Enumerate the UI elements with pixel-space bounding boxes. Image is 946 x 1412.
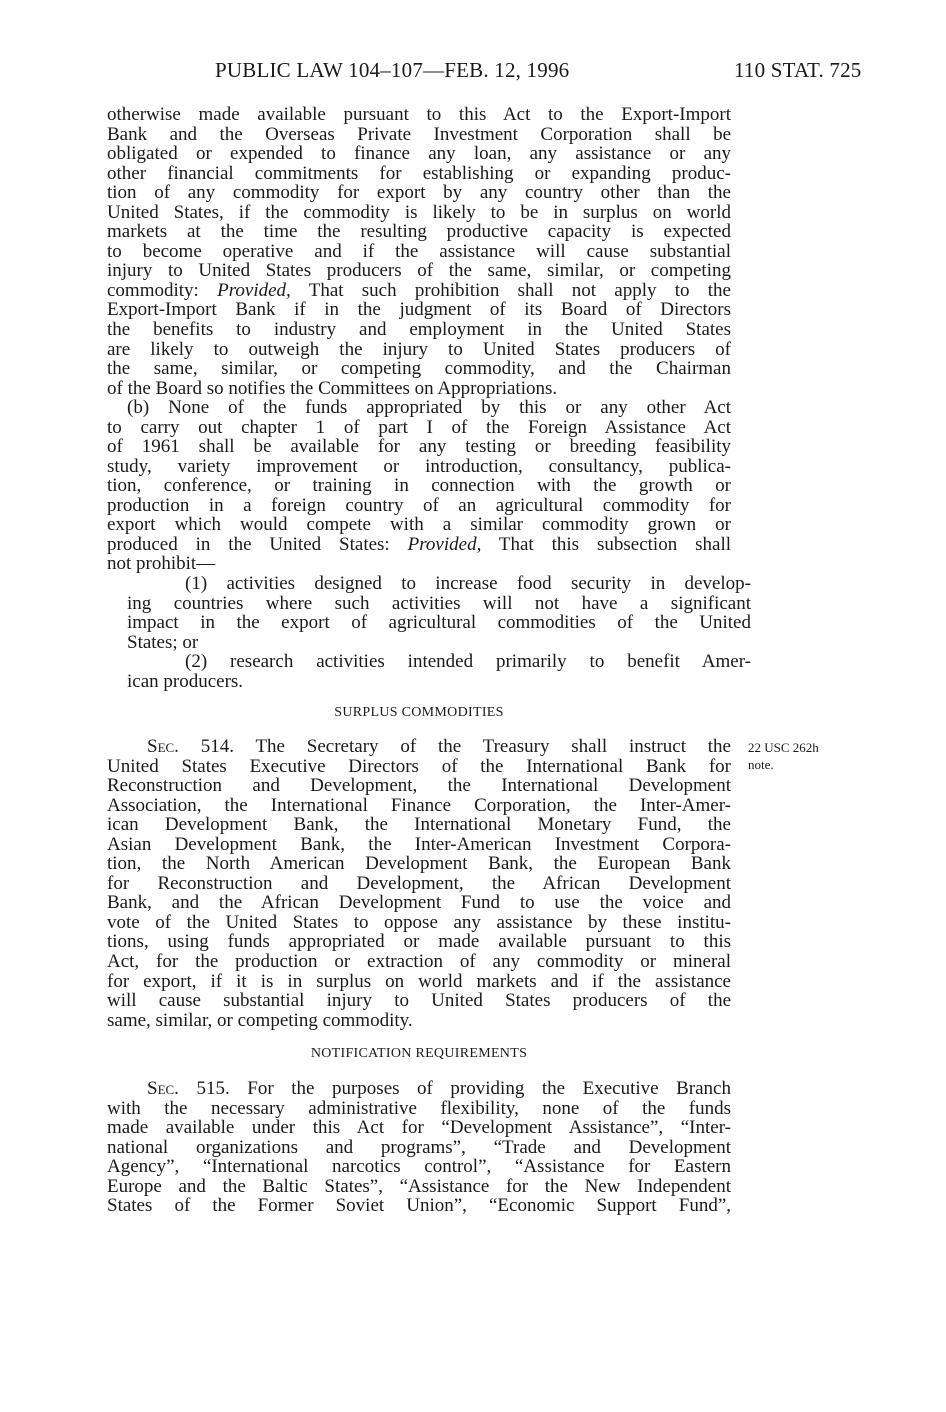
text-line: for export, if it is in surplus on world markets and if the assistance xyxy=(107,970,731,992)
text-line: to become operative and if the assistance will cause substantial xyxy=(107,240,731,262)
text-line: Europe and the Baltic States”, “Assistance for the New Independent xyxy=(107,1175,731,1197)
text-segment: That such prohibition shall not apply to the xyxy=(290,279,731,301)
text-line: Act, for the production or extraction of any commodity or mineral xyxy=(107,951,731,973)
text-line: injury to United States producers of the same, similar, or competing xyxy=(107,260,731,282)
text-line: (2) research activities intended primarily to benefit Amer- xyxy=(185,651,751,672)
italic-term: Provided, xyxy=(407,533,482,555)
section-515 xyxy=(107,1079,731,1216)
text-line: States of the Former Soviet Union”, “Economic Support Fund”, xyxy=(107,1195,731,1217)
text-line: otherwise made available pursuant to this Act to the Export-Import xyxy=(107,104,731,125)
text-line: ican producers. xyxy=(127,670,244,692)
text-line: tions, using funds appropriated or made available pursuant to this xyxy=(107,931,731,953)
text-line xyxy=(107,737,731,757)
text-segment: That this subsection shall xyxy=(481,533,731,555)
text-line xyxy=(107,535,731,555)
list-item-2 xyxy=(107,652,751,691)
text-line: Bank and the Overseas Private Investment Corporation shall be xyxy=(107,123,731,145)
text-line: States; or xyxy=(127,631,199,653)
text-line xyxy=(107,281,731,301)
text-segment: 515. For the purposes of providing the Executive Branch xyxy=(178,1078,731,1099)
text-line: tion of any commodity for export by any country other than the xyxy=(107,182,731,204)
text-line: ing countries where such activities will not have a significant xyxy=(127,592,751,614)
list-item-1 xyxy=(107,574,751,652)
text-line: the benefits to industry and employment in the United States xyxy=(107,319,731,341)
margin-note-citation: 22 USC 262h xyxy=(748,740,819,755)
text-line: same, similar, or competing commodity. xyxy=(107,1009,413,1031)
text-line: Asian Development Bank, the Inter-American Investment Corpora- xyxy=(107,833,731,855)
running-header-title: PUBLIC LAW 104–107—FEB. 12, 1996 xyxy=(215,58,570,82)
text-line: study, variety improvement or introduction, consultancy, publica- xyxy=(107,455,731,477)
text-segment: produced in the United States: xyxy=(107,533,408,555)
text-line: Reconstruction and Development, the International Development xyxy=(107,775,731,797)
text-line: Association, the International Finance Corporation, the Inter-Amer- xyxy=(107,794,731,816)
margin-note xyxy=(748,739,819,773)
text-line: the same, similar, or competing commodity, and the Chairman xyxy=(107,358,731,380)
text-line: of 1961 shall be available for any testing or breeding feasibility xyxy=(107,436,731,458)
text-line: Agency”, “International narcotics control”, “Assistance for Eastern xyxy=(107,1156,731,1178)
text-line: tion, the North American Development Bank, the European Bank xyxy=(107,853,731,875)
text-line: national organizations and programs”, “Trade and Development xyxy=(107,1136,731,1158)
paragraph-b xyxy=(107,398,731,574)
text-line: vote of the United States to oppose any assistance by these institu- xyxy=(107,911,731,933)
text-line: markets at the time the resulting productive capacity is expected xyxy=(107,221,731,243)
text-line xyxy=(107,1079,731,1099)
text-line: not prohibit— xyxy=(107,553,216,575)
text-segment: commodity: xyxy=(107,279,218,301)
text-line: are likely to outweigh the injury to United States producers of xyxy=(107,338,731,360)
text-line: tion, conference, or training in connection with the growth or xyxy=(107,475,731,497)
paragraph-continued xyxy=(107,105,731,398)
text-line: impact in the export of agricultural commodities of the United xyxy=(127,612,751,634)
text-line: Bank, and the African Development Fund to use the voice and xyxy=(107,892,731,914)
text-line: obligated or expended to finance any loan, any assistance or any xyxy=(107,143,731,165)
text-line: United States, if the commodity is likely to be in surplus on world xyxy=(107,201,731,223)
section-514 xyxy=(107,737,731,1030)
text-line: with the necessary administrative flexibility, none of the funds xyxy=(107,1097,731,1119)
text-line: other financial commitments for establishing or expanding produc- xyxy=(107,162,731,184)
text-line: ican Development Bank, the International Monetary Fund, the xyxy=(107,814,731,836)
text-line: for Reconstruction and Development, the African Development xyxy=(107,872,731,894)
section-heading-surplus-commodities: SURPLUS COMMODITIES xyxy=(334,705,504,720)
text-line: of the Board so notifies the Committees on Appropriations. xyxy=(107,377,558,399)
text-line: production in a foreign country of an agricultural commodity for xyxy=(107,494,731,516)
text-line: Export-Import Bank if in the judgment of its Board of Directors xyxy=(107,299,731,321)
section-label: Sec. xyxy=(147,736,179,757)
text-line: made available under this Act for “Development Assistance”, “Inter- xyxy=(107,1117,731,1139)
page-number: 110 STAT. 725 xyxy=(734,58,862,82)
italic-term: Provided, xyxy=(217,279,291,301)
text-line: United States Executive Directors of the International Bank for xyxy=(107,755,731,777)
text-line: (b) None of the funds appropriated by this or any other Act xyxy=(127,397,731,418)
text-line: to carry out chapter 1 of part I of the Foreign Assistance Act xyxy=(107,416,731,438)
margin-note-suffix: note. xyxy=(748,757,774,772)
section-label: Sec. xyxy=(147,1078,179,1099)
text-line: will cause substantial injury to United States producers of the xyxy=(107,990,731,1012)
section-heading-notification-requirements: NOTIFICATION REQUIREMENTS xyxy=(310,1046,528,1061)
text-line: export which would compete with a similar commodity grown or xyxy=(107,514,731,536)
text-line: (1) activities designed to increase food security in develop- xyxy=(185,573,751,594)
text-segment: 514. The Secretary of the Treasury shall instruct the xyxy=(178,736,731,757)
